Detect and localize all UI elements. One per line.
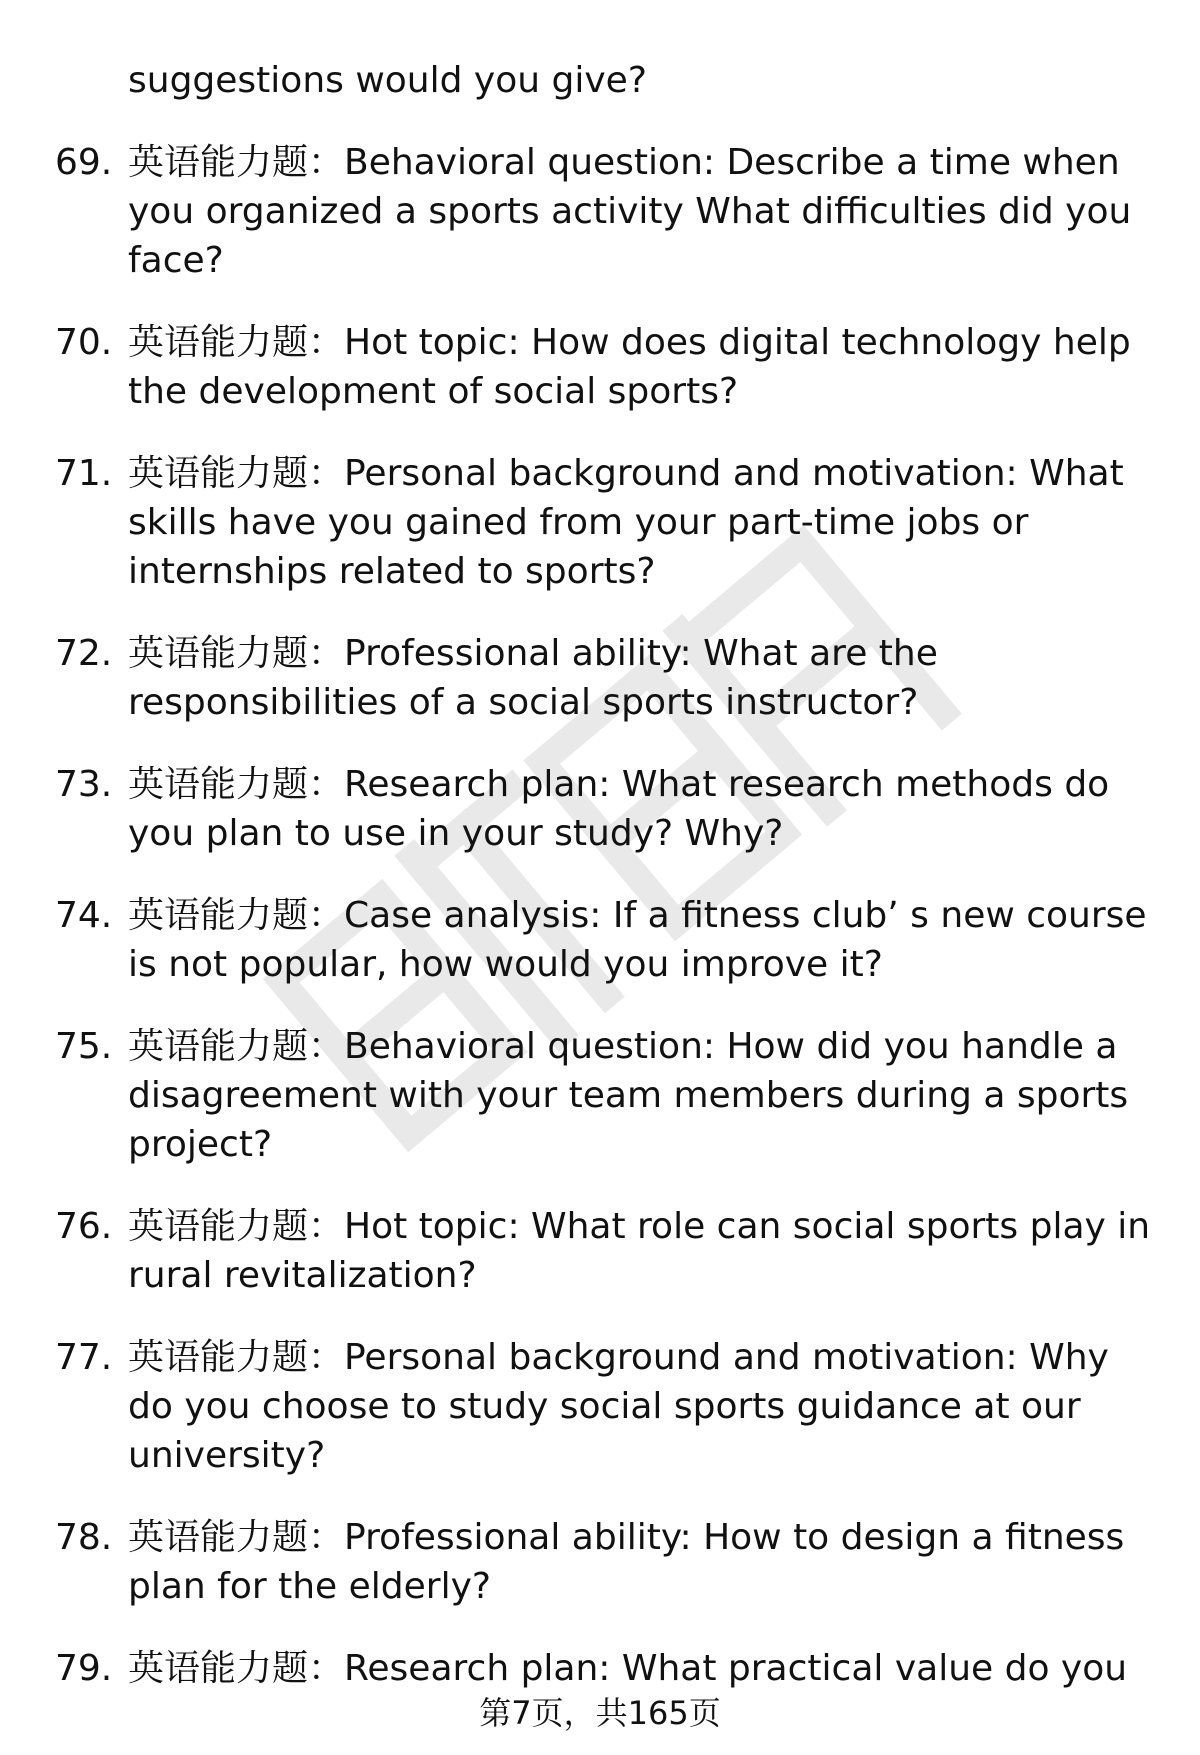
item-number: 69. [55,142,113,183]
list-item [55,760,1165,858]
list-item [55,891,1165,989]
list-item [55,138,1165,285]
list-item [55,1333,1165,1480]
list-item [55,629,1165,727]
item-number: 74. [55,895,113,936]
item-text: 英语能力题：Hot topic: What role can social sports play in rural revitalization? [128,1206,1151,1296]
question-list [55,56,1165,1726]
item-number: 73. [55,764,113,805]
list-item [55,318,1165,416]
list-item [55,1202,1165,1300]
list-item [55,449,1165,596]
continuation-text: suggestions would you give? [128,60,647,101]
item-text: 英语能力题：Professional ability: What are the responsibilities of a social sports instructor? [128,633,938,723]
item-text: 英语能力题：Professional ability: How to design a fitness plan for the elderly? [128,1517,1125,1607]
list-item [55,1022,1165,1169]
continuation-line [55,56,1165,105]
item-text: 英语能力题：Personal background and motivation: What skills have you gained from your part-time jobs or internships related to sports? [128,453,1124,592]
list-item [55,1513,1165,1611]
item-number: 72. [55,633,113,674]
item-text: 英语能力题：Research plan: What practical value do you [128,1648,1128,1689]
item-number: 78. [55,1517,113,1558]
item-text: 英语能力题：Behavioral question: How did you handle a disagreement with your team members during a sports project? [128,1026,1129,1165]
item-number: 77. [55,1337,113,1378]
item-text: 英语能力题：Personal background and motivation: Why do you choose to study social sports guidance at our university? [128,1337,1109,1476]
item-text: 英语能力题：Behavioral question: Describe a time when you organized a sports activity What difficulties did you face? [128,142,1132,281]
item-number: 75. [55,1026,113,1067]
item-number: 70. [55,322,113,363]
item-text: 英语能力题：Hot topic: How does digital technology help the development of social sports? [128,322,1131,412]
item-number: 71. [55,453,113,494]
item-number: 76. [55,1206,113,1247]
item-text: 英语能力题：Research plan: What research methods do you plan to use in your study? Why? [128,764,1110,854]
item-text: 英语能力题：Case analysis: If a fitness club’ s new course is not popular, how would you improve it? [128,895,1147,985]
item-number: 79. [55,1648,113,1689]
page-footer: 第7页，共165页 [479,1694,721,1732]
list-item [55,1644,1165,1693]
